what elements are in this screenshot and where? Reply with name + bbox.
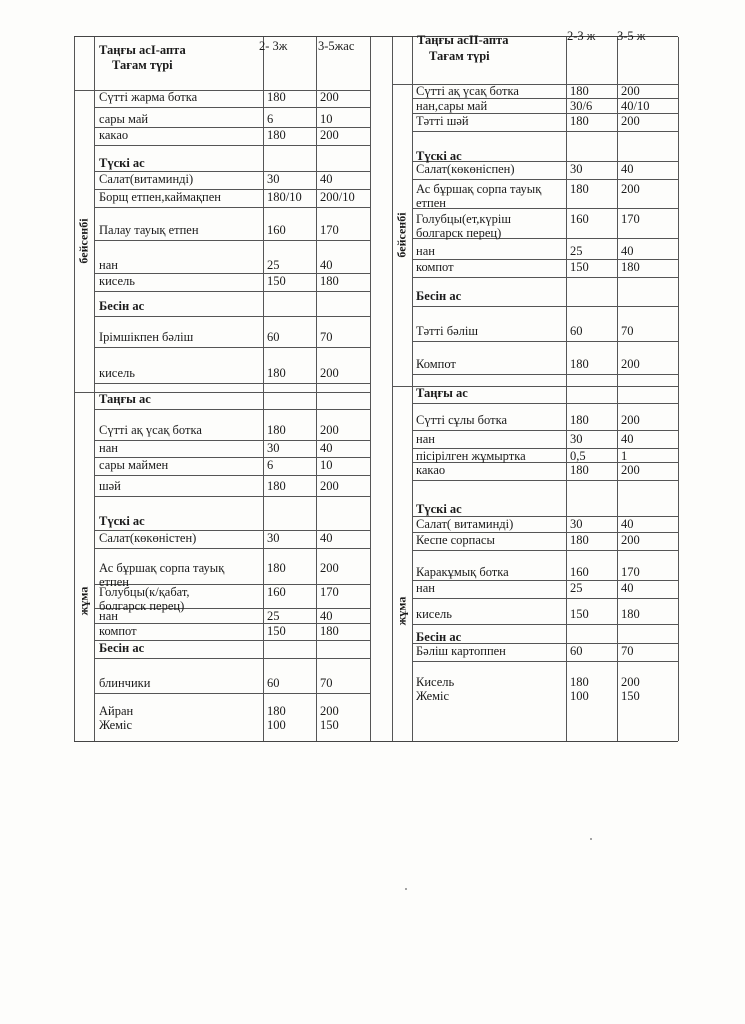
meal-heading: Түскі ас xyxy=(416,149,462,163)
portion-age-2-3: 160 xyxy=(267,223,286,237)
grid-hline xyxy=(412,624,678,625)
portion-age-3-5: 170 xyxy=(621,212,640,226)
portion-age-3-5: 200 xyxy=(621,114,640,128)
dish-name: Ас бұршақ сорпа тауық xyxy=(416,182,542,196)
portion-age-2-3: 160 xyxy=(267,585,286,599)
portion-age-3-5: 200 xyxy=(320,90,339,104)
dish-name: Сүтті ақ үсақ ботка xyxy=(416,84,519,98)
grid-hline xyxy=(94,291,370,292)
dish-name: блинчики xyxy=(99,676,151,690)
portion-age-3-5: 40 xyxy=(621,432,634,446)
portion-age-3-5: 180 xyxy=(320,274,339,288)
portion-age-3-5: 10 xyxy=(320,458,333,472)
dish-name: Тәтті шәй xyxy=(416,114,469,128)
meal-heading: Бесін ас xyxy=(416,289,462,303)
grid-hline xyxy=(94,383,370,384)
grid-hline xyxy=(412,341,678,342)
portion-age-2-3: 180 xyxy=(570,114,589,128)
header-title: Таңғы асІІ-апта xyxy=(417,33,509,47)
day-label: жұма xyxy=(394,596,409,626)
portion-age-3-5: 70 xyxy=(320,676,333,690)
dish-name: Кеспе сорпасы xyxy=(416,533,495,547)
dish-name: болгарск перец) xyxy=(416,226,502,240)
portion-age-3-5: 10 xyxy=(320,112,333,126)
portion-age-3-5: 40/10 xyxy=(621,99,650,113)
portion-age-3-5: 200 xyxy=(320,561,339,575)
grid-hline xyxy=(412,430,678,431)
portion-age-2-3: 180 xyxy=(570,675,589,689)
portion-age-3-5: 170 xyxy=(320,585,339,599)
day-label: бейсенбі xyxy=(76,218,91,264)
dish-name: кисель xyxy=(99,366,135,380)
portion-age-3-5: 180 xyxy=(621,260,640,274)
grid-vline xyxy=(617,37,618,741)
portion-age-2-3: 180 xyxy=(267,561,286,575)
portion-age-3-5: 180 xyxy=(320,624,339,638)
dish-name: компот xyxy=(99,624,137,638)
portion-age-2-3: 150 xyxy=(267,624,286,638)
grid-hline xyxy=(94,475,370,476)
portion-age-3-5: 200 xyxy=(621,84,640,98)
portion-age-3-5: 40 xyxy=(621,244,634,258)
dish-name: Сүтті сұлы ботка xyxy=(416,413,508,427)
dish-name: Сүтті ақ үсақ ботка xyxy=(99,423,202,437)
grid-vline xyxy=(370,37,371,741)
dish-name: Голубцы(ет,күріш xyxy=(416,212,512,226)
grid-hline xyxy=(412,208,678,209)
portion-age-2-3: 30 xyxy=(570,432,583,446)
portion-age-2-3: 0,5 xyxy=(570,449,586,463)
dish-name: етпен xyxy=(416,196,446,210)
dish-name: болгарск перец) xyxy=(99,599,185,613)
dish-name: Палау тауық етпен xyxy=(99,223,199,237)
grid-vline xyxy=(74,37,75,741)
column-header-age-2-3: 2-3 ж xyxy=(567,29,596,43)
dish-name: Жеміс xyxy=(99,718,133,732)
grid-hline xyxy=(94,693,370,694)
meal-heading: Бесін ас xyxy=(99,299,145,313)
portion-age-2-3: 180 xyxy=(267,704,286,718)
grid-hline xyxy=(412,580,678,581)
dish-name: кисель xyxy=(99,274,135,288)
dish-name: какао xyxy=(416,463,446,477)
portion-age-3-5: 70 xyxy=(621,324,634,338)
grid-hline xyxy=(94,316,370,317)
portion-age-2-3: 30/6 xyxy=(570,99,593,113)
portion-age-2-3: 180 xyxy=(267,128,286,142)
portion-age-3-5: 40 xyxy=(320,441,333,455)
dish-name: нан xyxy=(99,441,118,455)
portion-age-2-3: 30 xyxy=(267,531,280,545)
portion-age-2-3: 160 xyxy=(570,212,589,226)
dish-name: Салат( витаминді) xyxy=(416,517,514,531)
grid-hline xyxy=(412,374,678,375)
dish-name: Салат(көкөніспен) xyxy=(416,162,515,176)
grid-hline xyxy=(94,496,370,497)
portion-age-3-5: 150 xyxy=(621,689,640,703)
portion-age-3-5: 200 xyxy=(621,182,640,196)
grid-hline xyxy=(94,548,370,549)
grid-hline xyxy=(94,409,370,410)
portion-age-3-5: 170 xyxy=(621,565,640,579)
portion-age-3-5: 40 xyxy=(320,258,333,272)
grid-hline xyxy=(412,131,678,132)
portion-age-2-3: 180 xyxy=(267,366,286,380)
portion-age-2-3: 180 xyxy=(570,84,589,98)
portion-age-3-5: 200 xyxy=(320,479,339,493)
portion-age-2-3: 180 xyxy=(570,463,589,477)
portion-age-2-3: 180 xyxy=(570,413,589,427)
dish-name: нан,сары май xyxy=(416,99,488,113)
portion-age-3-5: 200 xyxy=(320,423,339,437)
dish-name: пісірілген жұмыртка xyxy=(416,449,526,463)
portion-age-2-3: 60 xyxy=(570,324,583,338)
portion-age-2-3: 30 xyxy=(570,162,583,176)
dish-name: Ірімшікпен бәліш xyxy=(99,330,194,344)
portion-age-2-3: 180 xyxy=(267,479,286,493)
meal-heading: Таңғы ас xyxy=(99,392,151,406)
meal-heading: Бесін ас xyxy=(99,641,145,655)
portion-age-2-3: 25 xyxy=(267,258,280,272)
dish-name: Кисель xyxy=(416,675,455,689)
grid-hline xyxy=(94,207,370,208)
dish-name: нан xyxy=(416,432,435,446)
scan-speck xyxy=(590,838,592,840)
dish-name: Тәтті бәліш xyxy=(416,324,478,338)
portion-age-2-3: 160 xyxy=(570,565,589,579)
grid-hline xyxy=(412,306,678,307)
grid-vline xyxy=(94,37,95,741)
portion-age-2-3: 30 xyxy=(267,172,280,186)
dish-name: Голубцы(к/қабат, xyxy=(99,585,190,599)
dish-name: Жеміс xyxy=(416,689,450,703)
grid-vline xyxy=(263,37,264,741)
grid-hline xyxy=(412,550,678,551)
dish-name: компот xyxy=(416,260,454,274)
grid-hline xyxy=(412,403,678,404)
header-subtitle: Тағам түрі xyxy=(112,58,173,72)
dish-name: сары маймен xyxy=(99,458,169,472)
portion-age-2-3: 60 xyxy=(267,330,280,344)
grid-hline xyxy=(412,277,678,278)
grid-hline xyxy=(412,661,678,662)
meal-heading: Түскі ас xyxy=(416,502,462,516)
dish-name: Борщ етпен,каймақпен xyxy=(99,190,221,204)
dish-name: нан xyxy=(99,609,118,623)
portion-age-2-3: 60 xyxy=(570,644,583,658)
portion-age-3-5: 40 xyxy=(621,581,634,595)
scan-speck xyxy=(405,888,407,890)
portion-age-2-3: 180 xyxy=(267,423,286,437)
portion-age-3-5: 200/10 xyxy=(320,190,355,204)
grid-vline xyxy=(566,37,567,741)
portion-age-2-3: 180 xyxy=(267,90,286,104)
dish-name: нан xyxy=(416,581,435,595)
grid-hline xyxy=(94,658,370,659)
portion-age-2-3: 180 xyxy=(570,182,589,196)
grid-hline xyxy=(94,347,370,348)
portion-age-2-3: 100 xyxy=(267,718,286,732)
portion-age-2-3: 30 xyxy=(570,517,583,531)
dish-name: шәй xyxy=(99,479,121,493)
portion-age-3-5: 200 xyxy=(621,675,640,689)
portion-age-2-3: 6 xyxy=(267,458,274,472)
dish-name: Каракұмық ботка xyxy=(416,565,509,579)
dish-name: Айран xyxy=(99,704,134,718)
day-label: жұма xyxy=(76,586,91,616)
grid-vline xyxy=(412,37,413,741)
portion-age-3-5: 200 xyxy=(320,366,339,380)
grid-hline xyxy=(412,179,678,180)
grid-vline xyxy=(316,37,317,741)
portion-age-3-5: 70 xyxy=(320,330,333,344)
portion-age-3-5: 170 xyxy=(320,223,339,237)
portion-age-3-5: 40 xyxy=(320,172,333,186)
dish-name: Салат(көкөністен) xyxy=(99,531,197,545)
grid-vline xyxy=(678,37,679,741)
dish-name: какао xyxy=(99,128,129,142)
dish-name: Ас бұршақ сорпа тауық xyxy=(99,561,225,575)
menu-sheet xyxy=(74,29,678,742)
portion-age-2-3: 30 xyxy=(267,441,280,455)
dish-name: Компот xyxy=(416,357,456,371)
grid-hline xyxy=(94,107,370,108)
portion-age-2-3: 25 xyxy=(267,609,280,623)
meal-heading: Бесін ас xyxy=(416,630,462,644)
portion-age-3-5: 200 xyxy=(621,357,640,371)
portion-age-3-5: 40 xyxy=(320,609,333,623)
header-subtitle: Тағам түрі xyxy=(429,49,490,63)
header-title: Таңғы асІ-апта xyxy=(99,43,186,57)
dish-name: Салат(витаминді) xyxy=(99,172,194,186)
portion-age-2-3: 25 xyxy=(570,244,583,258)
grid-hline xyxy=(94,240,370,241)
portion-age-2-3: 25 xyxy=(570,581,583,595)
portion-age-2-3: 180 xyxy=(570,357,589,371)
portion-age-3-5: 200 xyxy=(320,704,339,718)
portion-age-2-3: 150 xyxy=(570,607,589,621)
portion-age-3-5: 200 xyxy=(621,463,640,477)
portion-age-3-5: 70 xyxy=(621,644,634,658)
portion-age-2-3: 150 xyxy=(267,274,286,288)
column-header-age-3-5: 3-5 ж xyxy=(617,29,646,43)
portion-age-3-5: 1 xyxy=(621,449,628,463)
meal-heading: Таңғы ас xyxy=(416,386,468,400)
dish-name: нан xyxy=(416,244,435,258)
grid-vline xyxy=(392,37,393,741)
grid-hline xyxy=(94,145,370,146)
portion-age-3-5: 40 xyxy=(320,531,333,545)
portion-age-3-5: 40 xyxy=(621,162,634,176)
dish-name: етпен xyxy=(99,575,129,589)
portion-age-2-3: 60 xyxy=(267,676,280,690)
portion-age-3-5: 200 xyxy=(621,533,640,547)
portion-age-3-5: 40 xyxy=(621,517,634,531)
portion-age-2-3: 100 xyxy=(570,689,589,703)
portion-age-3-5: 150 xyxy=(320,718,339,732)
portion-age-3-5: 200 xyxy=(621,413,640,427)
dish-name: Сүтті жарма ботка xyxy=(99,90,198,104)
portion-age-3-5: 180 xyxy=(621,607,640,621)
dish-name: сары май xyxy=(99,112,149,126)
portion-age-2-3: 150 xyxy=(570,260,589,274)
portion-age-2-3: 6 xyxy=(267,112,274,126)
grid-hline xyxy=(412,598,678,599)
grid-hline xyxy=(412,480,678,481)
portion-age-2-3: 180 xyxy=(570,533,589,547)
portion-age-3-5: 200 xyxy=(320,128,339,142)
column-header-age-2-3: 2- 3ж xyxy=(259,39,288,53)
column-header-age-3-5: 3-5жас xyxy=(318,39,355,53)
dish-name: нан xyxy=(99,258,118,272)
dish-name: кисель xyxy=(416,607,452,621)
portion-age-2-3: 180/10 xyxy=(267,190,302,204)
dish-name: Бәліш картоппен xyxy=(416,644,506,658)
meal-heading: Түскі ас xyxy=(99,156,145,170)
day-label: бейсенбі xyxy=(394,212,409,258)
meal-heading: Түскі ас xyxy=(99,514,145,528)
